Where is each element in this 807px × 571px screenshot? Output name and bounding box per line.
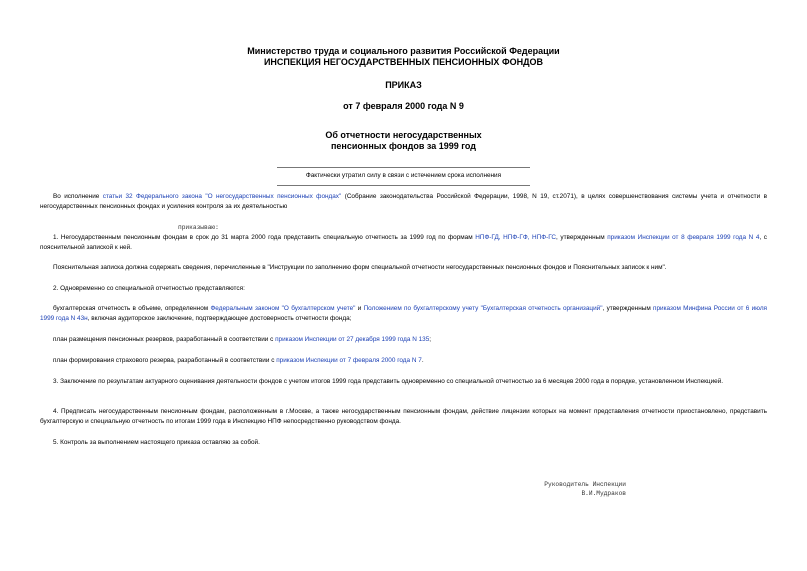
item-2: 2. Одновременно со специальной отчетностью представляются: — [53, 285, 245, 292]
inspection-order-7-link[interactable]: приказом Инспекции от 7 февраля 2000 года N 7 — [276, 357, 422, 364]
item-5: 5. Контроль за выполнением настоящего приказа оставляю за собой. — [53, 439, 260, 446]
item-2b: план размещения пенсионных резервов, разработанный в соответствии с приказом Инспекции от 27 декабря 1999 года N 135; — [53, 336, 432, 343]
inspection-title: ИНСПЕКЦИЯ НЕГОСУДАРСТВЕННЫХ ПЕНСИОННЫХ ФОНДОВ — [263, 57, 544, 67]
minfin-order-link[interactable]: приказом Минфина России от 6 июля 1999 года N 43н — [40, 305, 768, 322]
explanatory-note: Пояснительная записка должна содержать сведения, перечисленные в "Инструкции по заполнению форм специальной отчетности негосударственных пенсионных фондов и Пояснительных записок к ним". — [53, 264, 667, 271]
inspection-order-4-link[interactable]: приказом Инспекции от 8 февраля 1999 года N 4 — [607, 234, 760, 241]
item-2a: бухгалтерская отчетность в объеме, определенном Федеральным законом "О бухгалтерском учете" и Положением по бухгалтерскому учету "Бухгалтерская отчетность организаций", утвержденным приказом Минфина России от 6 июля 1999 года N 43н, включая аудиторское заключение, подтверждающее достоверность отчетности фонда; — [40, 305, 768, 322]
subject-line-2: пенсионных фондов за 1999 год — [330, 141, 476, 151]
item-1: 1. Негосударственным пенсионным фондам в срок до 31 марта 2000 года представить специальную отчетность за 1999 год по формам НПФ-ГД, НПФ-ГФ, НПФ-ГС, утвержденным приказом Инспекции от 8 февраля 1999 года N 4, с пояснительной запиской к ней. — [40, 234, 767, 251]
status-note: Фактически утратил силу в связи с истечением срока исполнения — [305, 172, 502, 179]
signature-position: Руководитель Инспекции — [544, 481, 626, 488]
preamble: Во исполнение статьи 32 Федерального закона "О негосударственных пенсионных фондах" (Собрание законодательства Российской Федерации, 1998, N 19, ст.2071), в целях совершенствования системы учета и отчетности в негосударственных пенсионных фондах и усиления контроля за их деятельностью — [40, 193, 767, 210]
accounting-law-link[interactable]: Федеральным законом "О бухгалтерском учете" — [210, 305, 356, 312]
divider-bottom — [277, 185, 530, 186]
ministry-title: Министерство труда и социального развития Российской Федерации — [247, 46, 560, 56]
order-type: ПРИКАЗ — [385, 80, 422, 90]
forms-link[interactable]: НПФ-ГД, НПФ-ГФ, НПФ-ГС — [475, 234, 557, 241]
item-3: 3. Заключение по результатам актуарного оценивания деятельности фондов с учетом итогов 1999 года представить одновременно со специальной отчетностью за 6 месяцев 2000 года в порядке, установленном Инспекцией. — [53, 378, 724, 385]
inspection-order-135-link[interactable]: приказом Инспекции от 27 декабря 1999 года N 135 — [275, 336, 430, 343]
divider-top — [277, 167, 530, 168]
law-article-link[interactable]: статьи 32 Федерального закона "О негосударственных пенсионных фондах" — [102, 193, 342, 200]
accounting-regulation-link[interactable]: Положением по бухгалтерскому учету "Бухгалтерская отчетность организаций" — [363, 305, 603, 312]
subject-line-1: Об отчетности негосударственных — [325, 130, 482, 140]
item-4: 4. Предписать негосударственным пенсионным фондам, расположенным в г.Москве, а также негосударственным пенсионным фондам, действие лицензии которых на момент представления отчетности приостановлено, представить бухгалтерскую и специальную отчетность по итогам 1999 года в Инспекцию НПФ непосредственно руководством фонда. — [40, 408, 767, 425]
order-date: от 7 февраля 2000 года N 9 — [343, 101, 464, 111]
item-2c: план формирования страхового резерва, разработанный в соответствии с приказом Инспекции от 7 февраля 2000 года N 7. — [53, 357, 424, 364]
order-word: приказываю: — [178, 224, 219, 231]
signature-name: В.И.Мудраков — [581, 490, 626, 497]
